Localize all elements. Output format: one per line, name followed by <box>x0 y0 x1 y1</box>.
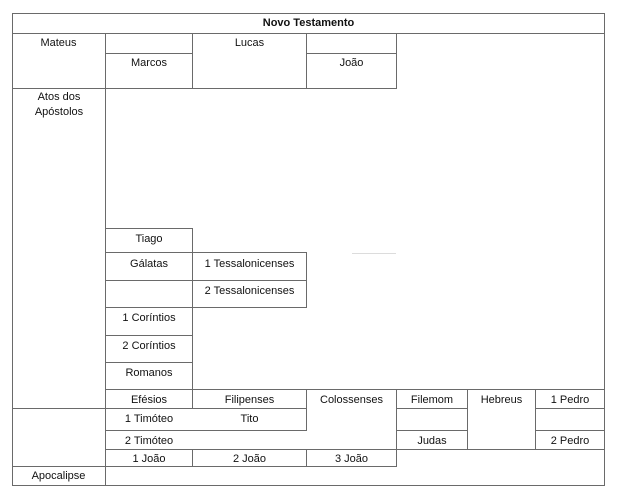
tiago-top-line <box>105 228 193 229</box>
marcos-top-line <box>105 53 193 54</box>
book-atos: Atos dos Apóstolos <box>34 91 84 118</box>
frame-left <box>12 13 13 486</box>
apocalipse-top-line <box>12 466 397 467</box>
book-joao: João <box>339 57 364 69</box>
faint-artifact-line <box>352 253 396 254</box>
joao-top-line <box>306 53 397 54</box>
book-1-tessalonicenses: 1 Tessalonicenses <box>204 258 295 270</box>
book-2-joao: 2 João <box>232 453 267 465</box>
title-divider <box>12 33 605 34</box>
book-filipenses: Filipenses <box>224 394 275 406</box>
book-2-tessalonicenses: 2 Tessalonicenses <box>204 285 295 297</box>
corintios2-top-line <box>105 335 193 336</box>
book-mateus: Mateus <box>40 37 77 49</box>
romanos-top-line <box>105 362 193 363</box>
galatas-top-line <box>105 252 307 253</box>
book-colossenses: Colossenses <box>320 394 383 406</box>
book-1-joao: 1 João <box>132 453 166 465</box>
book-1-pedro: 1 Pedro <box>550 394 590 406</box>
epistles-row-top-line <box>105 389 605 390</box>
pedro2-top-line <box>535 430 605 431</box>
frame-right <box>604 13 605 486</box>
book-1-timoteo: 1 Timóteo <box>124 413 174 425</box>
book-romanos: Romanos <box>125 367 173 379</box>
book-judas: Judas <box>417 435 447 447</box>
judas-top-line <box>396 430 468 431</box>
frame-bottom <box>12 485 605 486</box>
book-1-corintios: 1 Coríntios <box>122 312 176 324</box>
corintios1-top-line <box>105 307 193 308</box>
page-title: Novo Testamento <box>262 17 355 29</box>
gospels-bottom-line <box>12 88 397 89</box>
book-apocalipse: Apocalipse <box>31 470 86 482</box>
filemom-bottom-line <box>396 408 468 409</box>
book-2-corintios: 2 Coríntios <box>122 340 176 352</box>
book-2-timoteo: 2 Timóteo <box>124 435 174 447</box>
tess-mid-line <box>105 280 307 281</box>
book-2-pedro: 2 Pedro <box>550 435 590 447</box>
book-tiago: Tiago <box>135 233 163 245</box>
hebreus-bottom-line <box>396 449 605 450</box>
book-3-joao: 3 João <box>334 453 369 465</box>
book-tito: Tito <box>240 413 259 425</box>
book-lucas: Lucas <box>234 37 265 49</box>
book-galatas: Gálatas <box>130 258 168 270</box>
book-marcos: Marcos <box>130 57 168 69</box>
timoteo1-top-line <box>12 408 307 409</box>
book-hebreus: Hebreus <box>480 394 523 406</box>
frame-top <box>12 13 605 14</box>
book-efesios: Efésios <box>130 394 168 406</box>
timoteo2-top-line <box>105 430 307 431</box>
tess-bottom-line <box>192 307 307 308</box>
joao-letters-top-line <box>105 449 397 450</box>
pedro1-bottom-line <box>535 408 605 409</box>
book-filemom: Filemom <box>410 394 454 406</box>
